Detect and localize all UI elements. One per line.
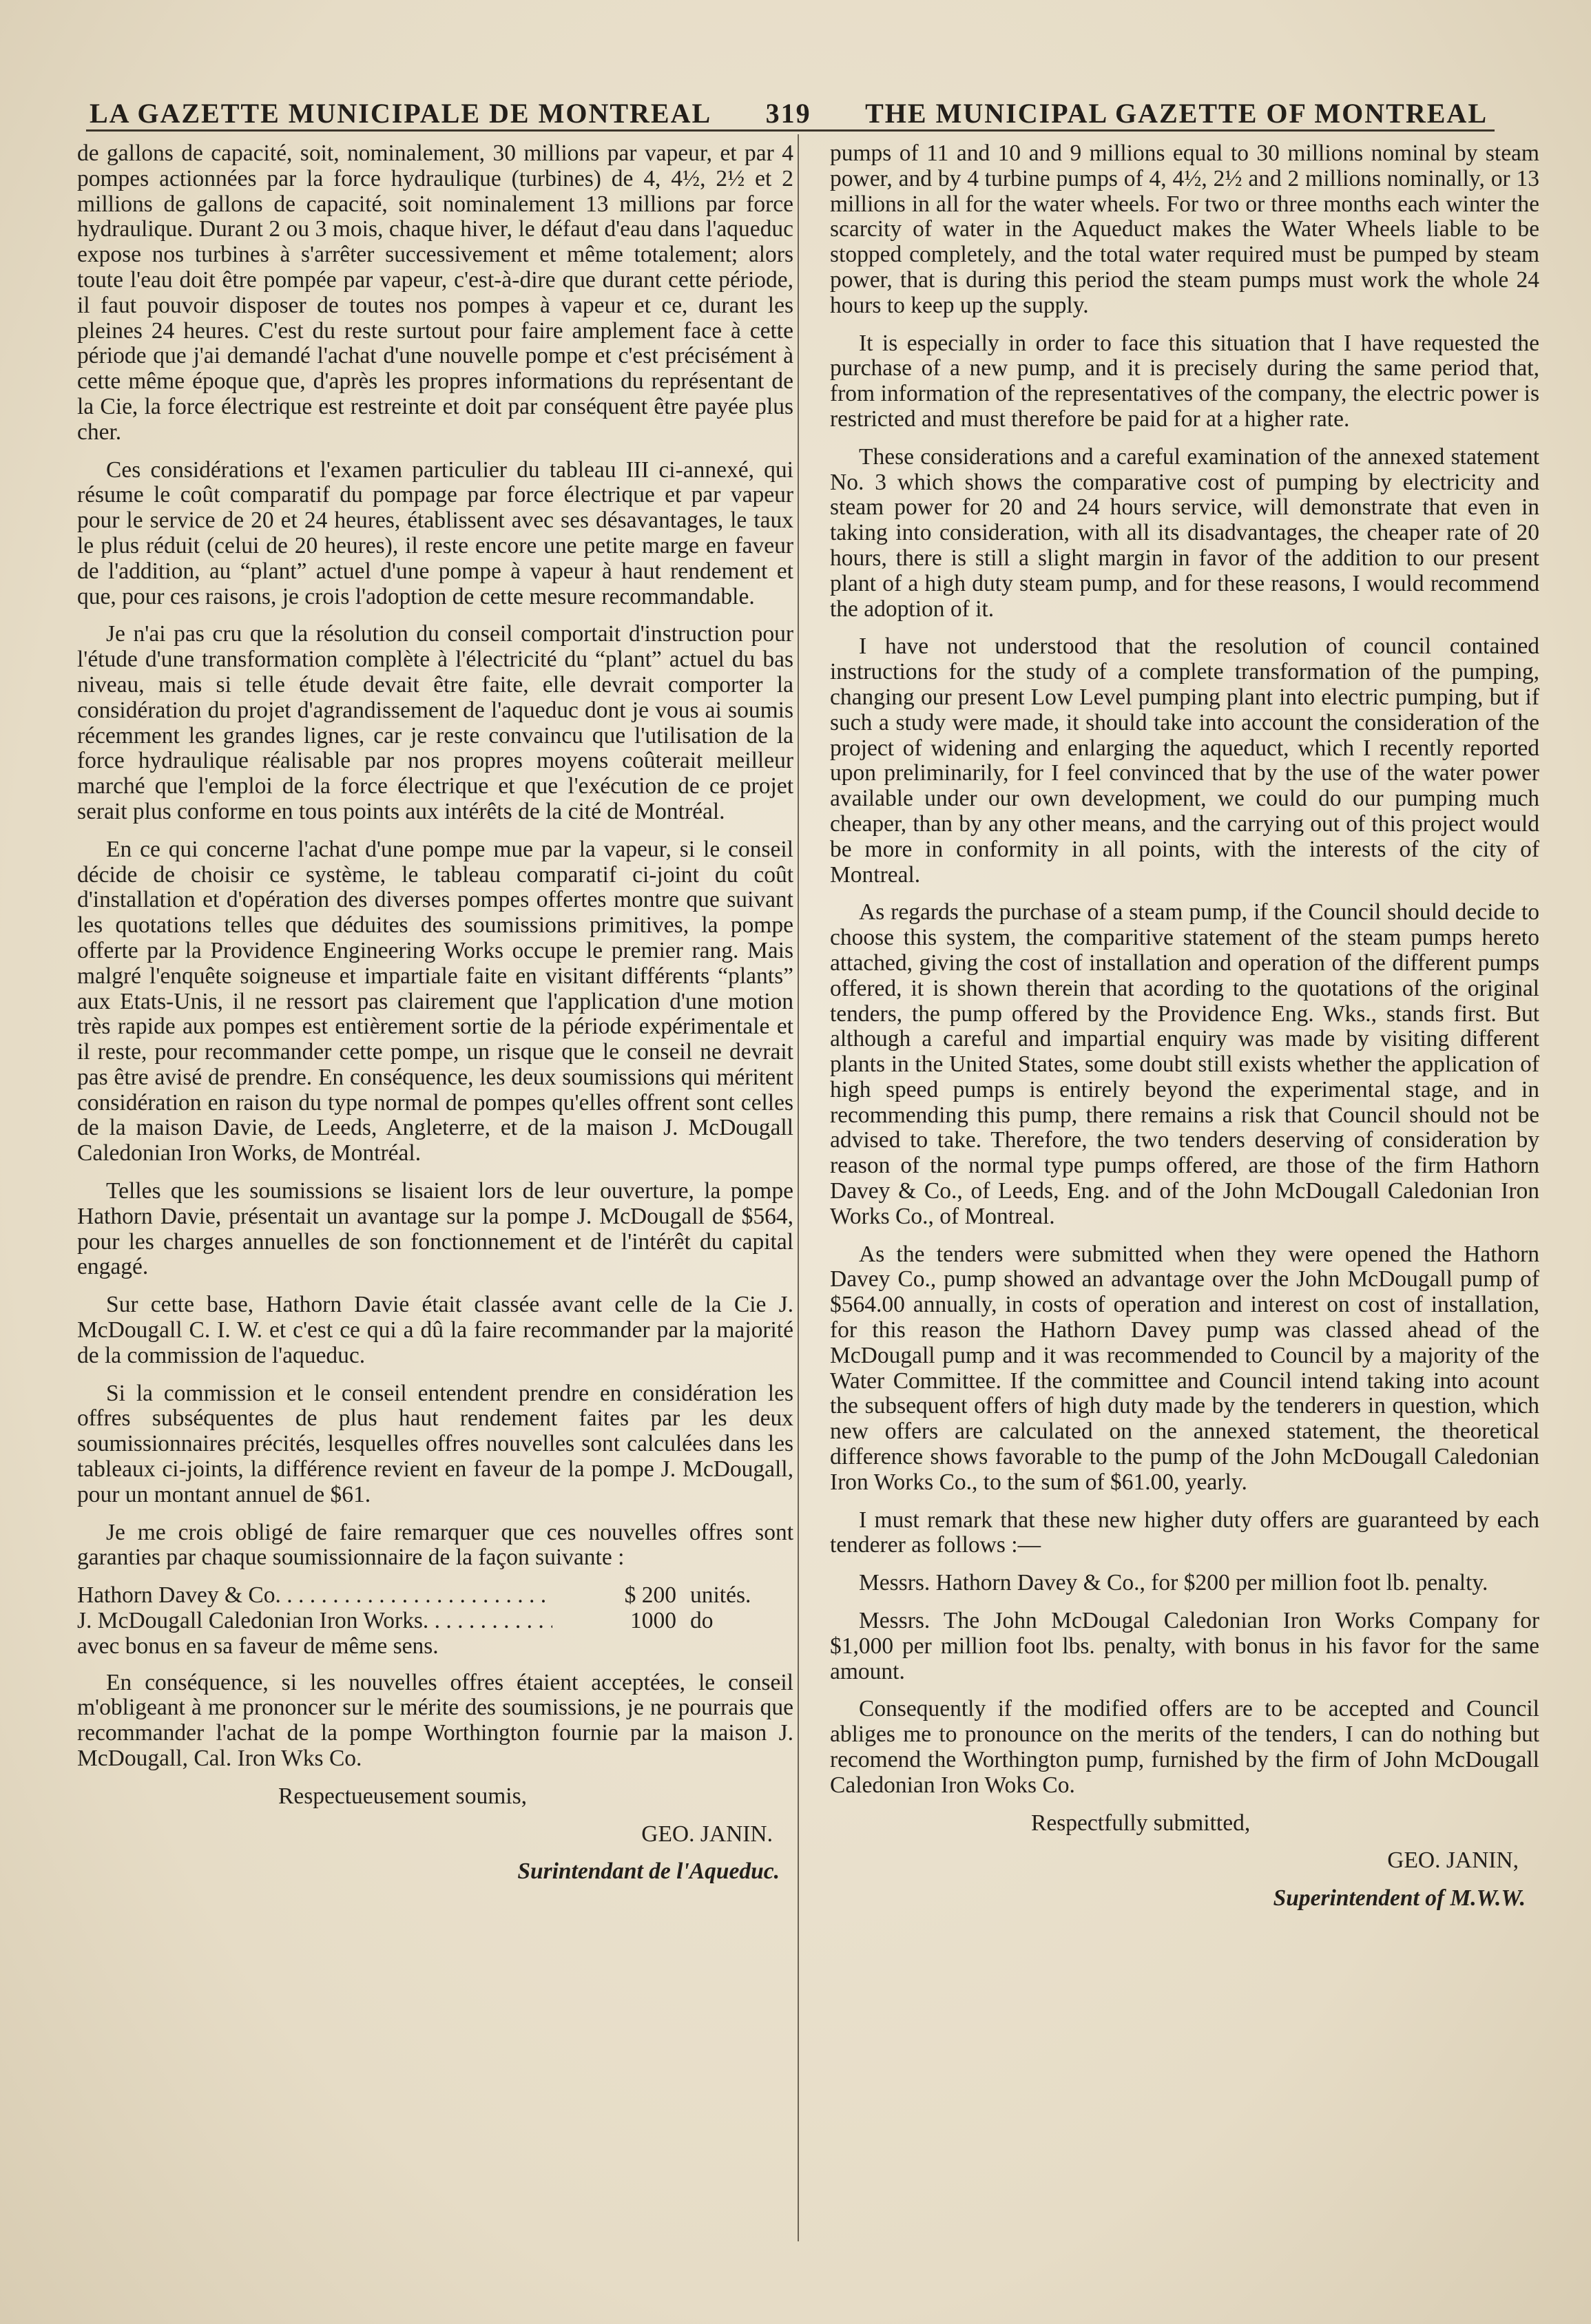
- header-title-french: LA GAZETTE MUNICIPALE DE MONTREAL: [90, 98, 712, 129]
- paragraph: Messrs. The John McDougal Caledonian Iron Works Company for $1,000 per million foot lbs. penalty, with bonus in his favor for the same amount.: [830, 1608, 1539, 1684]
- paragraph: Je n'ai pas cru que la résolution du conseil comportait d'instruction pour l'étude d'une transformation complète à l'électricité du “plant” actuel du bas niveau, mais si telle étude devait être faite, elle devrait comporter la considération du projet d'agrandissement de l'aqueduc dont je vous ai soumis récemment les grandes lignes, car je reste convaincu que l'utilisation de la force hydraulique réalisable par nos propres moyens coûterait meilleur marché que l'emploi de la force électrique et que l'exécution de ce projet serait plus conforme en tous points aux intérêts de la cité de Montréal.: [77, 621, 793, 824]
- tenderer-name: Hathorn Davey & Co. . . .: [77, 1583, 552, 1609]
- signature-title: Superintendent of M.W.W.: [1273, 1885, 1526, 1912]
- paragraph: pumps of 11 and 10 and 9 millions equal to 30 millions nominal by steam power, and by 4 turbine pumps of 4, 4½, 2½ and 2 millions nominally, or 13 millions in all for the water wheels. For two or three months each winter the scarcity of water in the Aqueduct makes the Water Wheels liable to be stopped completely, and the total water required must be pumped by steam power, that is during this period the steam pumps must work the whole 24 hours to keep up the supply.: [830, 140, 1539, 318]
- paragraph: It is especially in order to face this situation that I have requested the purchase of a new pump, and it is precisely during the same period that, from information of the representatives of the company, the electric power is restricted and must therefore be paid for at a higher rate.: [830, 330, 1539, 432]
- guarantee-amount: 1000: [630, 1608, 676, 1634]
- paragraph: As regards the purchase of a steam pump, if the Council should decide to choose this system, the comparitive statement of the steam pumps hereto attached, giving the cost of installation and operation of the different pumps offered, it is shown therein that acording to the quotations of the original tenders, the pump offered by the Providence Eng. Wks., stands first. But although a careful and impartial enquiry was made by visiting different plants in the United States, some doubt still exists whether the application of high speed pumps is entirely beyond the experimental stage, and in recommending this pump, there remains a risk that Council should not be advised to take. Therefore, the two tenders deserving of consideration by reason of the normal type pumps offered, are those of the firm Hathorn Davey & Co., of Leeds, Eng. and of the John McDougall Caledonian Iron Works Co., of Montreal.: [830, 899, 1539, 1229]
- paragraph: Messrs. Hathorn Davey & Co., for $200 per million foot lb. penalty.: [859, 1570, 1488, 1596]
- table-note: avec bonus en sa faveur de même sens.: [77, 1633, 439, 1659]
- closing-line: Respectueusement soumis,: [278, 1783, 527, 1809]
- paragraph: Si la commission et le conseil entendent prendre en considération les offres subséquentes de plus haut rendement faites par les deux soumissionnaires précités, lesquelles offres nouvelles sont calculées dans les tableaux ci-joints, la différence revient en faveur de la pompe J. McDougall, pour un montant annuel de $61.: [77, 1380, 793, 1507]
- paragraph: Ces considérations et l'examen particulier du tableau III ci-annexé, qui résume le coût comparatif du pompage par force électrique et par vapeur pour le service de 20 et 24 heures, établissent avec ses désavantages, le taux le plus réduit (celui de 20 heures), il reste encore une petite marge en faveur de l'addition, au “plant” actuel d'une pompe à vapeur à haut rendement et que, pour ces raisons, je crois l'adoption de cette mesure recommandable.: [77, 457, 793, 609]
- column-divider: [798, 134, 799, 2241]
- header-rule: [86, 129, 1495, 132]
- paragraph: Consequently if the modified offers are to be accepted and Council abliges me to pronounce on the merits of the tenders, I can do nothing but recomend the Worthington pump, furnished by the firm of John McDougall Caledonian Iron Woks Co.: [830, 1696, 1539, 1798]
- table-row: [77, 1609, 793, 1634]
- french-column: [77, 141, 793, 1885]
- paragraph: Telles que les soumissions se lisaient lors de leur ouverture, la pompe Hathorn Davie, présentait un avantage sur la pompe J. McDougall de $564, pour les charges annuelles de son fonctionnement et de l'intérêt du capital engagé.: [77, 1178, 793, 1280]
- signature: GEO. JANIN,: [1387, 1847, 1519, 1874]
- paragraph: Je me crois obligé de faire remarquer que ces nouvelles offres sont garanties par chaque soumissionnaire de la façon suivante :: [77, 1519, 793, 1571]
- paragraph: En conséquence, si les nouvelles offres étaient acceptées, le conseil m'obligeant à me prononcer sur le mérite des soumissions, je ne pourrais que recommander l'achat de la pompe Worthington fournie par la maison J. McDougall, Cal. Iron Wks Co.: [77, 1669, 793, 1772]
- signature-title: Surintendant de l'Aqueduc.: [517, 1859, 780, 1885]
- paragraph: de gallons de capacité, soit, nominalement, 30 millions par vapeur, et par 4 pompes actionnées par la force hydraulique (turbines) de 4, 4½, 2½ et 2 millions de gallons de capacité, soit nominalement 13 millions par force hydraulique. Durant 2 ou 3 mois, chaque hiver, le défaut d'eau dans l'aqueduc expose nos turbines à s'arrêter successivement et même totalement; alors toute l'eau doit être pompée par vapeur, c'est-à-dire que durant cette période, il faut pouvoir disposer de toutes nos pompes à vapeur et ce, durant les pleines 24 heures. C'est du reste surtout pour faire amplement face à cette période que j'ai demandé l'achat d'une nouvelle pompe et c'est précisément à cette même époque que, d'après les propres informations du représentant de la Cie, la force électrique est restreinte et doit par conséquent être payée plus cher.: [77, 140, 793, 445]
- header-title-english: THE MUNICIPAL GAZETTE OF MONTREAL: [865, 98, 1488, 129]
- english-column: [830, 141, 1539, 1912]
- page-number: 319: [765, 98, 811, 129]
- table-row: [77, 1583, 793, 1609]
- paragraph: I have not understood that the resolution of council contained instructions for the study of a complete transformation of the pumping, changing our present Low Level pumping plant into electric pumping, but if such a study were made, it should take into account the consideration of the project of widening and enlarging the aqueduct, which I recently reported upon preliminarily, for I feel convinced that by the use of the water power available under our own development, we could do our pumping much cheaper, than by any other means, and the carrying out of this project would be more in conformity in all points, with the interests of the city of Montreal.: [830, 634, 1539, 888]
- guarantee-amount: $ 200: [624, 1582, 676, 1609]
- paragraph: As the tenders were submitted when they were opened the Hathorn Davey Co., pump showed an advantage over the John McDougall pump of $564.00 annually, in costs of operation and interest on cost of installation, for this reason the Hathorn Davey pump was classed ahead of the McDougall pump and it was recommended to Council by a majority of the Water Committee. If the committee and Council intend taking into acount the subsequent offers of high duty made by the tenderers in question, which new offers are calculated on the annexed statement, the theoretical difference shows favorable to the pump of the John McDougall Caledonian Iron Works Co., to the sum of $61.00, yearly.: [830, 1241, 1539, 1495]
- page-header: [90, 74, 1488, 129]
- paragraph: En ce qui concerne l'achat d'une pompe mue par la vapeur, si le conseil décide de choisir ce système, le tableau comparatif ci-joint du coût d'installation et d'opération des diverses pompes offertes montre que suivant les quotations telles que déduites des soumissions primitives, la pompe offerte par la Providence Engineering Works occupe le premier rang. Mais malgré l'enquête soigneuse et impartiale faite en visitant différents “plants” aux Etats-Unis, il ne ressort pas clairement que l'application d'une motion très rapide aux pompes est entièrement sortie de la période expérimentale et il reste, pour recommander cette pompe, un risque que le conseil ne devrait pas être avisé de prendre. En conséquence, les deux soumissions qui méritent considération en raison du type normal de pompes qu'elles offrent sont celles de la maison Davie, de Leeds, Angleterre, et de la maison J. McDougall Caledonian Iron Works, de Montréal.: [77, 836, 793, 1166]
- paragraph: Sur cette base, Hathorn Davie était classée avant celle de la Cie J. McDougall C. I. W. et c'est ce qui a dû la faire recommander par la majorité de la commission de l'aqueduc.: [77, 1292, 793, 1368]
- guarantee-table: [77, 1583, 793, 1659]
- closing-line: Respectfully submitted,: [1031, 1810, 1251, 1836]
- tenderer-name: J. McDougall Caledonian Iron Works. . . .: [77, 1609, 552, 1634]
- guarantee-unit: do: [690, 1608, 714, 1634]
- guarantee-unit: unités.: [690, 1582, 751, 1609]
- paragraph: These considerations and a careful examination of the annexed statement No. 3 which shows the comparative cost of pumping by electricity and steam power for 20 and 24 hours service, will demonstrate that even in taking into consideration, with all its disadvantages, the cheaper rate of 20 hours, there is still a slight margin in favor of the addition to our present plant of a high duty steam pump, and for these reasons, I would recommend the adoption of it.: [830, 443, 1539, 622]
- signature: GEO. JANIN.: [641, 1821, 773, 1847]
- paragraph: I must remark that these new higher duty offers are guaranteed by each tenderer as follows :—: [830, 1507, 1539, 1558]
